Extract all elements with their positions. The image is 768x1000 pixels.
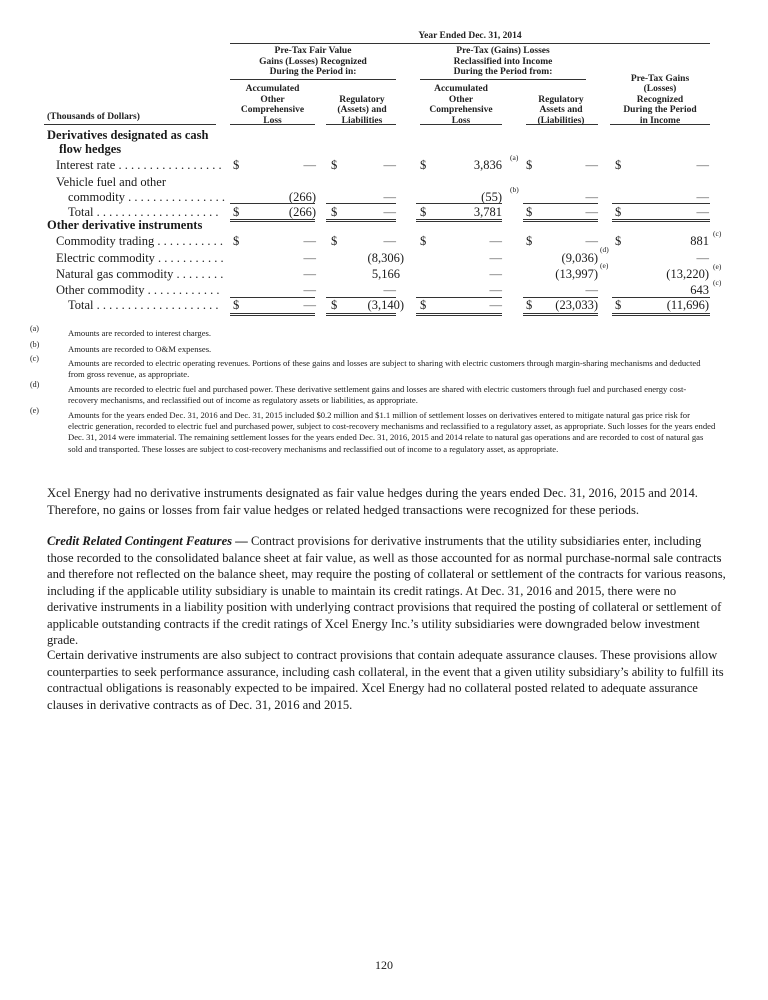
- currency-symbol: $: [233, 205, 240, 219]
- cell-value: —: [696, 190, 709, 204]
- row-label: Natural gas commodity . . . . . . . .: [56, 267, 224, 281]
- cell-value: (13,220): [666, 267, 709, 281]
- footnote-ref: (a): [510, 153, 519, 162]
- cell-value: —: [585, 205, 598, 219]
- paragraph-adequate-assurance: [47, 647, 727, 713]
- currency-symbol: $: [615, 205, 622, 219]
- header-rule: [230, 124, 315, 125]
- currency-symbol: $: [331, 158, 338, 172]
- total-double-rule: [416, 313, 502, 316]
- total-double-rule: [230, 313, 315, 316]
- footnote-text: Amounts are recorded to electric fuel and purchased power. These derivative settlement gains and losses are shared with electric customers through fuel and purchased energy cost-recovery mechanisms, and reclassified out of income as regulatory assets or liabilities, as appropriate.: [68, 384, 687, 406]
- column-header-2: [328, 95, 396, 127]
- cell-value: —: [585, 283, 598, 297]
- currency-symbol: $: [615, 158, 622, 172]
- header-rule: [420, 124, 502, 125]
- section-title-line: Other derivative instruments: [47, 218, 203, 232]
- column-header-5: [610, 74, 710, 127]
- row-label: Interest rate . . . . . . . . . . . . . . . . .: [56, 158, 222, 172]
- footnote-mark: (c): [30, 354, 39, 363]
- cell-value: 3,836: [473, 158, 502, 172]
- column-header-line: Accumulated: [245, 84, 300, 94]
- column-header-line: Other: [448, 94, 474, 105]
- paragraph-credit-related-features: [47, 533, 727, 649]
- cell-value: —: [585, 234, 598, 248]
- column-header-line: Other: [260, 94, 285, 105]
- cell-value: 643: [690, 283, 709, 297]
- cell-value: —: [696, 158, 709, 172]
- footnote-text: Amounts are recorded to O&M expenses.: [68, 344, 212, 354]
- table-row-electric-commodity: [0, 245, 768, 266]
- group-rule-reclassified: [420, 79, 586, 80]
- column-header-line: Loss: [263, 115, 282, 126]
- row-label: Other commodity . . . . . . . . . . . .: [56, 283, 220, 297]
- period-header-rule: [230, 43, 710, 44]
- group-header-line: During the Period in:: [269, 67, 357, 77]
- cell-value: —: [696, 251, 709, 265]
- footnote-ref: (e): [600, 261, 609, 270]
- cell-value: —: [383, 158, 396, 172]
- cell-value: (8,306): [367, 251, 404, 265]
- column-header-line: Accumulated: [434, 84, 488, 94]
- total-double-rule: [612, 219, 710, 222]
- column-header-3: [420, 84, 502, 126]
- units-label: (Thousands of Dollars): [47, 112, 140, 122]
- column-header-line: Pre-Tax Gains: [630, 73, 690, 84]
- section-title-line: flow hedges: [59, 142, 122, 156]
- footnote-text: Amounts for the years ended Dec. 31, 2016 and Dec. 31, 2015 included $0.2 million and $1.1 million of settlement losses on derivatives entered to mitigate natural gas price risk for electric generation, recorded to electric fuel and purchased power, subject to cost-recovery mechanisms and reclassified to a regulatory asset, as appropriate. Such losses for the years ended Dec. 31, 2014 were immaterial. The remaining settlement losses for the years ended Dec. 31, 2016, 2015 and 2014 relate to natural gas operations and are recorded to cost of natural gas sold and transported. These losses are subject to cost-recovery mechanisms and reclassified out of income to a regulatory asset, as appropriate.: [68, 410, 716, 454]
- currency-symbol: $: [615, 298, 622, 312]
- currency-symbol: $: [233, 298, 240, 312]
- footnote-mark: (a): [30, 324, 39, 333]
- group-header-line: Pre-Tax Fair Value: [274, 46, 352, 56]
- cell-value: —: [489, 298, 502, 312]
- currency-symbol: $: [526, 158, 533, 172]
- table-row-total-other-derivatives: [0, 297, 768, 313]
- period-header: Year Ended Dec. 31, 2014: [418, 31, 522, 41]
- column-header-line: Loss: [451, 115, 471, 126]
- cell-value: —: [489, 283, 502, 297]
- footnote-mark: (e): [30, 406, 39, 415]
- currency-symbol: $: [420, 158, 427, 172]
- cell-value: (266): [288, 205, 316, 219]
- cell-value: 881: [690, 234, 709, 248]
- table-row-natural-gas-commodity: [0, 261, 768, 282]
- footnote-mark: (b): [30, 340, 40, 349]
- cell-value: (266): [288, 190, 316, 204]
- header-rule: [44, 124, 216, 125]
- cell-value: —: [383, 234, 396, 248]
- currency-symbol: $: [420, 298, 427, 312]
- column-header-line: Regulatory: [339, 94, 385, 105]
- currency-symbol: $: [615, 234, 622, 248]
- total-double-rule: [230, 219, 315, 222]
- cell-value: —: [489, 234, 502, 248]
- header-rule: [610, 124, 710, 125]
- total-double-rule: [612, 313, 710, 316]
- cell-value: —: [696, 205, 709, 219]
- group-header-line: Gains (Losses) Recognized: [259, 56, 367, 67]
- column-header-1: [230, 84, 315, 126]
- cell-value: —: [303, 283, 316, 297]
- currency-symbol: $: [420, 205, 427, 219]
- column-header-line: During the Period: [623, 105, 697, 115]
- currency-symbol: $: [331, 205, 338, 219]
- cell-value: —: [489, 267, 502, 281]
- column-header-line: in Income: [639, 115, 681, 126]
- currency-symbol: $: [526, 298, 533, 312]
- table-row-commodity-trading: [0, 229, 768, 249]
- footnote-ref: (d): [600, 245, 609, 254]
- table-row-interest-rate: [0, 153, 768, 173]
- total-double-rule: [326, 313, 396, 316]
- cell-value: —: [303, 267, 316, 281]
- row-label: commodity . . . . . . . . . . . . . . . .: [68, 190, 225, 204]
- section-title-line: Derivatives designated as cash: [47, 128, 209, 142]
- total-double-rule: [416, 219, 502, 222]
- cell-value: (9,036): [561, 251, 598, 265]
- total-double-rule: [326, 219, 396, 222]
- cell-value: —: [303, 251, 316, 265]
- header-rule: [526, 124, 598, 125]
- cell-value: —: [383, 190, 396, 204]
- column-header-4: [525, 95, 597, 127]
- row-label: Total . . . . . . . . . . . . . . . . . . . .: [68, 298, 219, 312]
- cell-value: (13,997): [555, 267, 598, 281]
- paragraph-heading: Credit Related Contingent Features —: [47, 534, 248, 548]
- group-header-reclassified: [420, 46, 586, 78]
- column-header-line: Comprehensive: [429, 105, 493, 115]
- footnote-ref: (c): [713, 278, 722, 287]
- row-label: Electric commodity . . . . . . . . . . .: [56, 251, 224, 265]
- cell-value: (55): [481, 190, 502, 204]
- column-header-line: (Liabilities): [537, 115, 585, 126]
- cell-value: 3,781: [473, 205, 502, 219]
- footnote-mark: (d): [30, 380, 40, 389]
- footnote-text: Amounts are recorded to electric operating revenues. Portions of these gains and losses are subject to sharing with electric customers through margin-sharing mechanisms and deducted from gross revenue, as appropriate.: [68, 358, 701, 380]
- cell-value: 5,166: [371, 267, 400, 281]
- row-label: Commodity trading . . . . . . . . . . .: [56, 234, 224, 248]
- cell-value: (11,696): [666, 298, 709, 312]
- paragraph-fair-value-hedges: [47, 485, 727, 518]
- cell-value: —: [489, 251, 502, 265]
- page-number: 120: [375, 958, 393, 972]
- column-header-line: (Losses): [643, 84, 677, 94]
- section-title-cash-flow-hedges: [47, 128, 208, 156]
- currency-symbol: $: [233, 234, 240, 248]
- cell-value: (3,140): [367, 298, 404, 312]
- column-header-line: Recognized: [636, 94, 684, 105]
- group-header-line: Pre-Tax (Gains) Losses: [456, 46, 550, 56]
- footnote-ref: (b): [510, 185, 519, 194]
- row-label: Vehicle fuel and other: [56, 175, 167, 189]
- footnote-text: Amounts are recorded to interest charges.: [68, 328, 212, 338]
- row-label: Total . . . . . . . . . . . . . . . . . . . .: [68, 205, 219, 219]
- currency-symbol: $: [331, 234, 338, 248]
- footnote-ref: (c): [713, 229, 722, 238]
- cell-value: —: [383, 205, 396, 219]
- group-rule-fair-value: [230, 79, 396, 80]
- column-header-line: Assets and: [539, 105, 583, 115]
- column-header-line: Regulatory: [538, 94, 584, 105]
- table-row-other-commodity: [0, 278, 768, 298]
- currency-symbol: $: [526, 234, 533, 248]
- cell-value: —: [383, 283, 396, 297]
- group-header-line: During the Period from:: [453, 67, 553, 77]
- footnote-ref: (e): [713, 262, 722, 271]
- cell-value: —: [585, 190, 598, 204]
- currency-symbol: $: [233, 158, 240, 172]
- column-header-line: (Assets) and: [337, 105, 387, 115]
- column-header-line: Comprehensive: [240, 105, 305, 115]
- cell-value: (23,033): [555, 298, 598, 312]
- group-header-fair-value: [230, 46, 396, 78]
- currency-symbol: $: [331, 298, 338, 312]
- paragraph-text: Contract provisions for derivative instruments that the utility subsidiaries enter, including those recorded to the consolidated balance sheet at fair value, as well as those accounted for as normal purchase-normal sale contracts and therefore not reflected on the balance sheet, may require the posting of collateral or settlement of the contracts for various reasons, including if the applicable utility subsidiary is unable to maintain its credit ratings. At Dec. 31, 2016 and 2015, there were no derivative instruments in a liability position with underlying contract provisions that required the posting of collateral or settlement of applicable outstanding contracts if the credit ratings of Xcel Energy Inc.’s utility subsidiaries were downgraded below investment grade.: [47, 534, 726, 647]
- group-header-line: Reclassified into Income: [453, 56, 553, 67]
- cell-value: —: [303, 298, 316, 312]
- paragraph-text: Xcel Energy had no derivative instruments designated as fair value hedges during the years ended Dec. 31, 2016, 2015 and 2014. Therefore, no gains or losses from fair value hedges or related hedged transactions were recognized for these periods.: [47, 486, 698, 517]
- cell-value: —: [585, 158, 598, 172]
- paragraph-text: Certain derivative instruments are also subject to contract provisions that contain adequate assurance clauses. These provisions allow counterparties to seek performance assurance, including cash collateral, in the event that a given utility subsidiary’s ability to fulfill its contractual obligations is reasonably expected to be impaired. Xcel Energy had no collateral posted related to adequate assurance clauses in derivative contracts as of Dec. 31, 2016 and 2015.: [47, 648, 724, 712]
- section-title-other-derivatives: [47, 218, 202, 232]
- header-rule: [326, 124, 396, 125]
- column-header-line: Liabilities: [341, 115, 383, 126]
- total-double-rule: [523, 219, 598, 222]
- cell-value: —: [303, 234, 316, 248]
- table-row-vehicle-fuel-label-line1: [0, 174, 768, 190]
- currency-symbol: $: [420, 234, 427, 248]
- currency-symbol: $: [526, 205, 533, 219]
- cell-value: —: [303, 158, 316, 172]
- total-double-rule: [523, 313, 598, 316]
